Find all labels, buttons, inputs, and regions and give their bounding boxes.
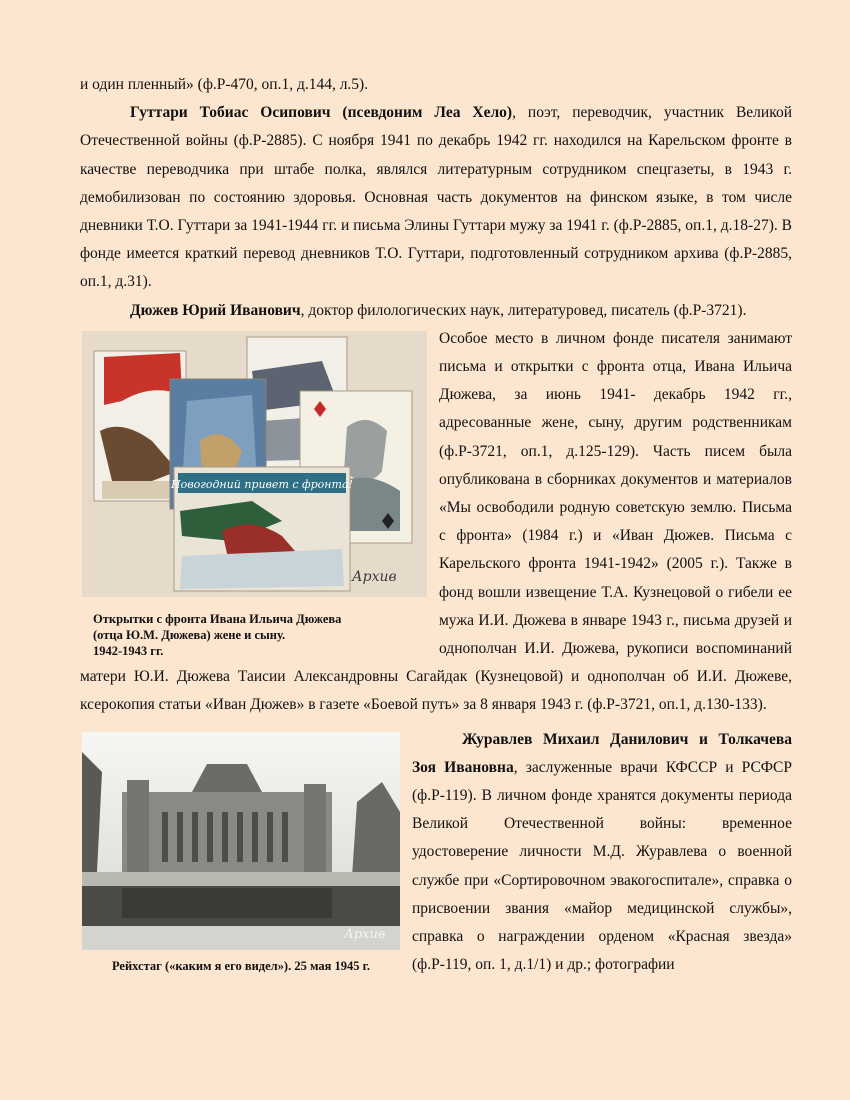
paragraph-text: , доктор филологических наук, литературовед, писатель (ф.Р-3721). [300,301,747,319]
caption-line: 1942-1943 гг. [93,643,164,658]
person-name-zhuravlev: Журавлев Михаил Данилович и Толкачева Зоя Ивановна [412,730,792,776]
paragraph-guttari [80,99,792,296]
postcards-photo [82,331,427,597]
person-name-dyuzhev: Дюжев Юрий Иванович [130,301,301,319]
caption-line: Открытки с фронта Ивана Ильича Дюжева [93,611,342,626]
document-page [80,71,792,980]
figure-reichstag [82,732,400,974]
postcards-illustration [82,331,427,597]
figure-caption: Рейхстаг («каким я его видел»). 25 мая 1945 г. [111,958,371,973]
archive-watermark: Архив [352,568,397,585]
reichstag-illustration [82,732,400,950]
reichstag-photo [82,732,400,950]
caption-line: (отца Ю.М. Дюжева) жене и сыну. [93,627,286,642]
figure-postcards [82,331,427,659]
paragraph-continuation: и один пленный» (ф.Р-470, оп.1, д.144, л.5). [80,76,369,93]
person-name-guttari: Гуттари Тобиас Осипович (псевдоним Леа Хело) [130,104,513,122]
archive-watermark: Архив [344,926,386,942]
paragraph-dyuzhev [80,297,792,325]
paragraph-text: , заслуженные врачи КФССР и РСФСР (ф.Р-119). В личном фонде хранятся документы периода Великой Отечественной войны: временное удостоверение личности М.Д. Журавлева о военной службе при «Сортировочном эвакогоспитале», справка о присвоении звания «майор медицинской службы», справка о награждении орденом «Красная звезда» (ф.Р-119, оп. 1, д.1/1) и др.; фотографии [412,758,793,974]
paragraph-letters: Особое место в личном фонде писателя занимают письма и открытки с фронта отца, Ивана Ильича Дюжева, за июнь 1941- декабрь 1942 гг., адресованные жене, сыну, другим родственникам (ф.Р-3721, оп.1, д.125-129). Часть писем была опубликована в сборниках документов и материалов «Мы освободили родную советскую землю. Письма с фронта» (1984 г.) и «Иван Дюжев. Письма с Карельского фронта 1941-1942» (2005 г.). Также в фонд вошли извещение Т.А. Кузнецовой о гибели ее мужа И.И. Дюжева в январе 1943 г., письма друзей и однополчан И.И. Дюжева, рукописи воспоминаний матери Ю.И. Дюжева Таисии Александровны Сагайдак (Кузнецовой) и однополчан об И.И. Дюжеве, ксерокопия статьи «Иван Дюжев» в газете «Боевой путь» за 8 января 1943 г. (ф.Р-3721, оп.1, д.130-133). [80,329,792,714]
postcard-greeting: Новогодний привет с фронта! [171,477,353,491]
paragraph-text: , поэт, переводчик, участник Великой Отечественной войны (ф.Р-2885). С ноября 1941 по декабрь 1942 гг. находился на Карельском фронте в качестве переводчика при штабе полка, являлся литературным сотрудником спецгазеты, в 1943 г. демобилизован по состоянию здоровья. Основная часть документов на финском языке, в том числе дневники Т.О. Гуттари за 1941-1944 гг. и письма Элины Гуттари мужу за 1941 г. (ф.Р-2885, оп.1, д.18-27). В фонде имеется краткий перевод дневников Т.О. Гуттари, подготовленный сотрудником архива (ф.Р-2885, оп.1, д.31). [80,104,792,291]
postcard-new-year [170,467,353,591]
figure-caption [82,611,427,659]
